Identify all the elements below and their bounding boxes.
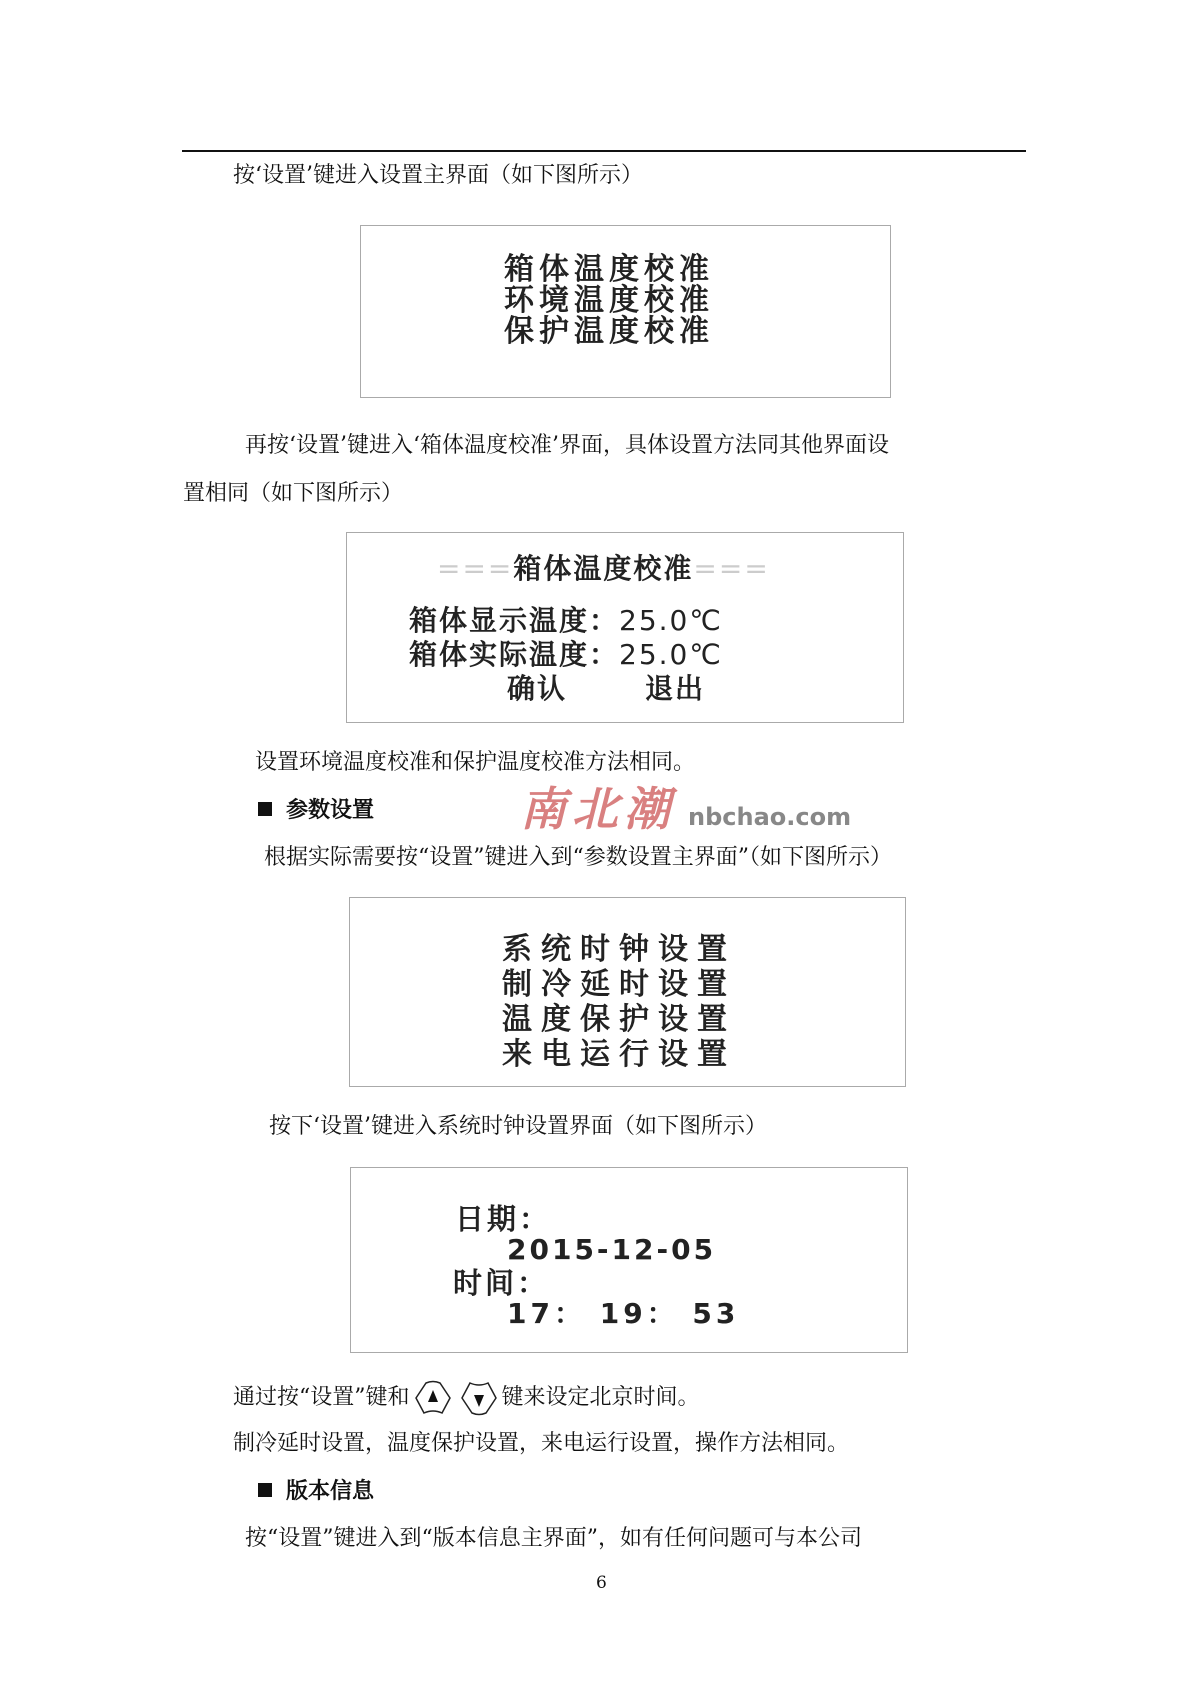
heading-version: 版本信息	[258, 1478, 374, 1504]
down-arrow-key-icon	[458, 1380, 500, 1416]
date-label: 日期：	[455, 1202, 552, 1236]
screen-box-calibration	[346, 532, 904, 723]
up-arrow-key-icon	[412, 1380, 454, 1416]
header-rule	[182, 150, 1026, 152]
bullet-square-icon	[258, 1483, 272, 1497]
paragraph-params: 根据实际需要按“设置”键进入到“参数设置主界面”（如下图所示）	[264, 845, 892, 870]
page-number: 6	[596, 1573, 607, 1593]
actual-temp-row: 箱体实际温度：25.0℃	[409, 638, 723, 671]
action-row	[409, 672, 723, 706]
menu-item: 来电运行设置	[502, 1037, 736, 1072]
display-temp-row: 箱体显示温度：25.0℃	[409, 604, 723, 637]
paragraph-calibration: 再按‘设置’键进入‘箱体温度校准’界面，具体设置方法同其他界面设	[245, 433, 889, 458]
time-label: 时间：	[453, 1266, 550, 1300]
paragraph-same-operation: 制冷延时设置，温度保护设置，来电运行设置，操作方法相同。	[233, 1431, 850, 1456]
menu-item: 环境温度校准	[504, 283, 714, 318]
heading-params: 参数设置	[258, 797, 374, 823]
paragraph-same-method: 设置环境温度校准和保护温度校准方法相同。	[255, 750, 696, 775]
settings-menu	[504, 254, 714, 347]
paragraph-keys: 通过按“设置”键和 键来设定北京时间。	[233, 1380, 700, 1416]
menu-item: 制冷延时设置	[502, 967, 736, 1002]
screen-settings-main	[360, 225, 891, 398]
time-value: 17： 19： 53	[507, 1297, 740, 1330]
menu-item: 箱体温度校准	[504, 252, 714, 287]
screen-params-main	[349, 897, 906, 1087]
screen-clock	[350, 1167, 908, 1353]
watermark: 南北潮 nbchao.com	[520, 782, 852, 836]
paragraph-clock: 按下‘设置’键进入系统时钟设置界面（如下图所示）	[269, 1114, 767, 1139]
screen-title: ===箱体温度校准===	[437, 552, 770, 585]
bullet-square-icon	[258, 802, 272, 816]
paragraph-calibration-cont: 置相同（如下图所示）	[183, 481, 404, 506]
confirm-option: 确认	[507, 672, 568, 705]
paragraph-version: 按“设置”键进入到“版本信息主界面”，如有任何问题可与本公司	[245, 1526, 862, 1551]
date-value: 2015-12-05	[507, 1233, 717, 1266]
menu-item: 系统时钟设置	[502, 932, 736, 967]
exit-option: 退出	[645, 672, 706, 705]
params-menu	[502, 932, 736, 1072]
calibration-fields	[409, 604, 723, 706]
paragraph-enter-settings: 按‘设置’键进入设置主界面（如下图所示）	[233, 163, 643, 188]
menu-item: 温度保护设置	[502, 1002, 736, 1037]
menu-item: 保护温度校准	[504, 314, 714, 349]
